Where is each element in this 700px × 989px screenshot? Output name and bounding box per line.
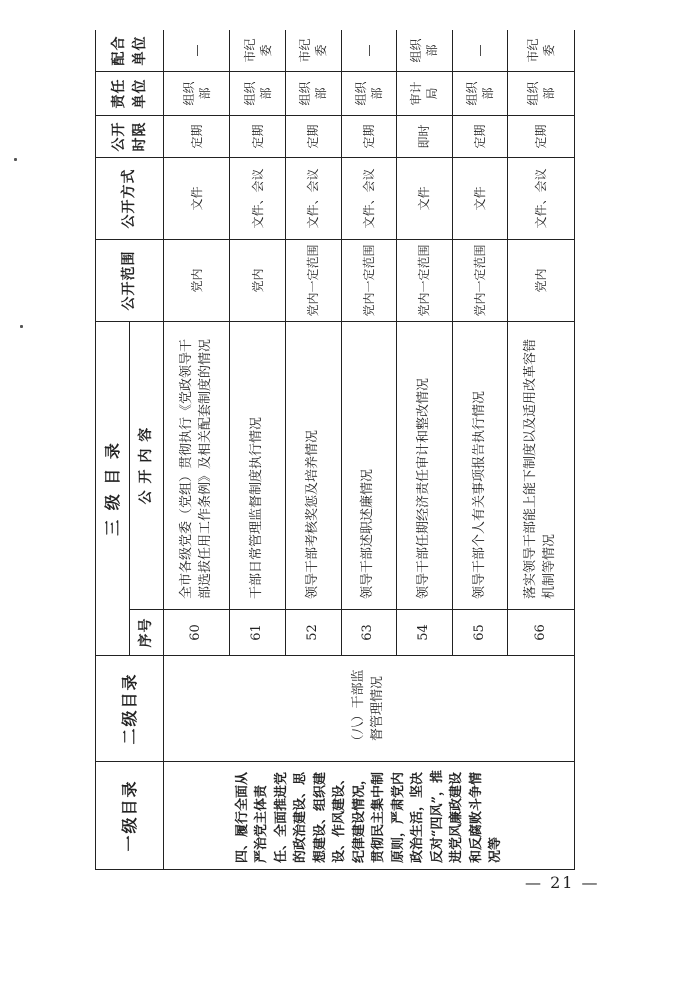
row-method: 文件: [397, 158, 453, 240]
header-level3: 三 级 目 录: [96, 322, 130, 656]
row-responsible: 组织部: [286, 72, 342, 116]
row-scope: 党内一定范围: [452, 240, 508, 322]
row-method: 文件、会议: [508, 158, 575, 240]
row-scope: 党内一定范围: [341, 240, 397, 322]
row-scope: 党内: [230, 240, 286, 322]
row-period: 定期: [508, 116, 575, 158]
level2-category: （八）干部监督管理情况: [164, 656, 575, 762]
scan-speck: [14, 158, 17, 161]
row-scope: 党内一定范围: [397, 240, 453, 322]
row-content: 全市各级党委（党组）贯彻执行《党政领导干部选拔任用工作条例》及相关配套制度的情况: [164, 322, 230, 610]
row-responsible: 组织部: [164, 72, 230, 116]
row-responsible: 组织部: [341, 72, 397, 116]
table-stage: [95, 30, 575, 870]
header-content: 公 开 内 容: [130, 322, 164, 610]
table-row: [164, 30, 230, 870]
row-scope: 党内: [164, 240, 230, 322]
row-responsible: 审计局: [397, 72, 453, 116]
row-period: 定期: [164, 116, 230, 158]
row-seq: 52: [286, 610, 342, 656]
row-seq: 63: [341, 610, 397, 656]
header-level2: 二级目录: [96, 656, 164, 762]
header-seq: 序号: [130, 610, 164, 656]
row-period: 定期: [230, 116, 286, 158]
disclosure-table: [95, 30, 575, 870]
row-cooperating: 组织部: [397, 30, 453, 72]
header-period: 公开时限: [96, 116, 164, 158]
page-number: — 21 —: [525, 873, 600, 892]
level1-category: 四、履行全面从严治党主体责任、全面推进党的政治建设、思想建设、组织建设、作风建设、纪律建设情况，贯彻民主集中制原则，严肃党内政治生活，坚决反对“四风”，推进党风廉政建设和反腐败斗争情况等: [164, 762, 575, 870]
header-level1: 一级目录: [96, 762, 164, 870]
row-seq: 66: [508, 610, 575, 656]
row-responsible: 组织部: [452, 72, 508, 116]
row-content: 领导干部述职述廉情况: [341, 322, 397, 610]
row-seq: 54: [397, 610, 453, 656]
row-period: 即时: [397, 116, 453, 158]
row-cooperating: —: [452, 30, 508, 72]
row-cooperating: —: [341, 30, 397, 72]
row-method: 文件: [452, 158, 508, 240]
row-period: 定期: [341, 116, 397, 158]
row-seq: 65: [452, 610, 508, 656]
row-method: 文件、会议: [230, 158, 286, 240]
row-content: 领导干部考核奖惩及培养情况: [286, 322, 342, 610]
header-method: 公开方式: [96, 158, 164, 240]
row-method: 文件、会议: [341, 158, 397, 240]
header-responsible: 责任单位: [96, 72, 164, 116]
row-seq: 61: [230, 610, 286, 656]
row-period: 定期: [452, 116, 508, 158]
row-method: 文件: [164, 158, 230, 240]
header-cooperating: 配合单位: [96, 30, 164, 72]
row-scope: 党内一定范围: [286, 240, 342, 322]
row-period: 定期: [286, 116, 342, 158]
row-content: 落实领导干部能上能下制度以及适用改革容错机制等情况: [508, 322, 575, 610]
row-cooperating: —: [164, 30, 230, 72]
row-scope: 党内: [508, 240, 575, 322]
rotated-table-container: [95, 30, 575, 870]
row-content: 领导干部任期经济责任审计和整改情况: [397, 322, 453, 610]
row-content: 领导干部个人有关事项报告执行情况: [452, 322, 508, 610]
row-cooperating: 市纪委: [508, 30, 575, 72]
row-seq: 60: [164, 610, 230, 656]
row-cooperating: 市纪委: [230, 30, 286, 72]
row-content: 干部日常管理监督制度执行情况: [230, 322, 286, 610]
header-scope: 公开范围: [96, 240, 164, 322]
row-method: 文件、会议: [286, 158, 342, 240]
scan-speck: [20, 325, 23, 328]
row-responsible: 组织部: [230, 72, 286, 116]
row-responsible: 组织部: [508, 72, 575, 116]
row-cooperating: 市纪委: [286, 30, 342, 72]
